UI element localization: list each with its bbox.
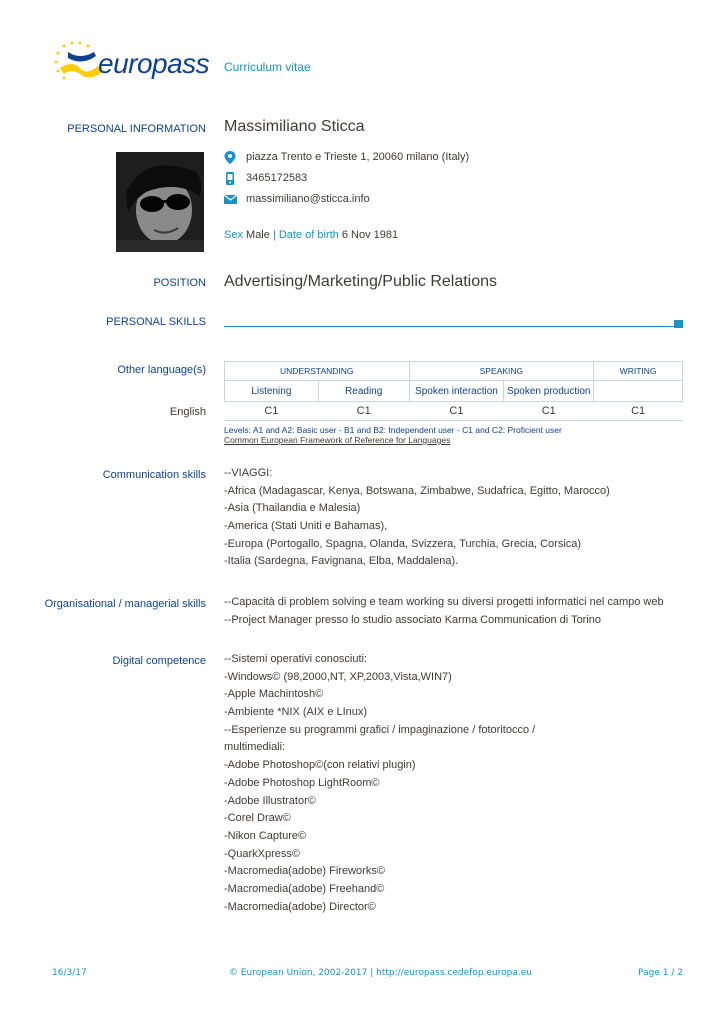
- communication-label: Communication skills: [102, 469, 206, 481]
- phone-text: 3465172583: [246, 172, 308, 184]
- phone-row: [224, 172, 307, 184]
- level-spoken-production: C1: [504, 402, 594, 421]
- list-item: --Project Manager presso lo studio associato Karma Communication di Torino: [224, 613, 602, 626]
- section-label-personal-skills: PERSONAL SKILLS: [106, 316, 206, 328]
- list-item: -America (Stati Uniti e Bahamas),: [224, 520, 388, 533]
- language-table-subheader: [225, 381, 683, 402]
- subheader-spoken-production: Spoken production: [504, 381, 594, 402]
- list-item: -Europa (Portogallo, Spagna, Olanda, Svizzera, Turchia, Grecia, Corsica): [224, 537, 582, 550]
- list-item: -Apple Machintosh©: [224, 688, 324, 701]
- list-item: -Africa (Madagascar, Kenya, Botswana, Zimbabwe, Sudafrica, Egitto, Marocco): [224, 484, 610, 497]
- list-item: -Macromedia(adobe) Fireworks©: [224, 865, 385, 878]
- dob-label: Date of birth: [278, 229, 339, 241]
- mobile-phone-icon: [224, 172, 236, 184]
- person-name: Massimiliano Sticca: [224, 118, 365, 135]
- list-item: --Esperienze su programmi grafici / impaginazione / fotoritocco /: [224, 723, 536, 736]
- list-item: --Capacità di problem solving e team working su diversi progetti informatici nel campo web: [224, 596, 664, 608]
- list-item: -Macromedia(adobe) Director©: [224, 900, 376, 913]
- list-item: --Sistemi operativi conosciuti:: [224, 653, 368, 665]
- footer-page-number: Page 1 / 2: [638, 968, 683, 978]
- list-item: multimediali:: [224, 741, 286, 754]
- list-item: --VIAGGI:: [224, 467, 273, 479]
- separator: |: [272, 229, 276, 241]
- communication-lines: [224, 465, 610, 571]
- header-writing: WRITING: [594, 362, 683, 381]
- section-label-personal-information: PERSONAL INFORMATION: [67, 123, 206, 135]
- table-row: [225, 402, 683, 421]
- profile-photo: [116, 152, 204, 252]
- envelope-icon: [224, 193, 236, 205]
- dob-value: 6 Nov 1981: [341, 229, 399, 241]
- subheader-spoken-interaction: Spoken interaction: [409, 381, 504, 402]
- position-value: Advertising/Marketing/Public Relations: [224, 273, 498, 290]
- list-item: -Italia (Sardegna, Favignana, Elba, Maddalena).: [224, 555, 459, 568]
- logo-wordmark: europass: [98, 48, 210, 79]
- list-item: -QuarkXpress©: [224, 847, 300, 860]
- list-item: -Macromedia(adobe) Freehand©: [224, 882, 385, 895]
- cefr-link[interactable]: Common European Framework of Reference for Languages: [224, 435, 451, 445]
- europass-logo: [50, 38, 220, 92]
- digital-label: Digital competence: [112, 655, 206, 667]
- list-item: -Adobe Illustrator©: [224, 794, 316, 807]
- footer-copyright[interactable]: © European Union, 2002-2017 | http://europass.cedefop.europa.eu: [229, 968, 532, 978]
- digital-lines: [224, 651, 535, 916]
- sex-value: Male: [246, 229, 270, 241]
- language-name: English: [169, 406, 206, 418]
- language-table-header: [225, 362, 683, 381]
- section-divider-marker: [674, 320, 683, 328]
- address-text: piazza Trento e Trieste 1, 20060 milano (Italy): [246, 151, 470, 163]
- list-item: -Adobe Photoshop©(con relativi plugin): [224, 759, 416, 772]
- level-spoken-interaction: C1: [409, 402, 504, 421]
- sex-dob-line: [224, 229, 398, 241]
- organisational-label: Organisational / managerial skills: [44, 598, 206, 610]
- subheader-writing-empty: [594, 381, 683, 402]
- subheader-listening: Listening: [225, 381, 319, 402]
- level-listening: C1: [225, 402, 319, 421]
- sex-label: Sex: [224, 229, 243, 241]
- section-divider: [224, 326, 674, 327]
- level-reading: C1: [318, 402, 409, 421]
- header-understanding: UNDERSTANDING: [225, 362, 410, 381]
- list-item: -Adobe Photoshop LightRoom©: [224, 776, 380, 789]
- level-writing: C1: [594, 402, 683, 421]
- list-item: -Corel Draw©: [224, 812, 291, 825]
- languages-label: Other language(s): [117, 364, 206, 376]
- section-label-position: POSITION: [153, 277, 206, 289]
- location-pin-icon: [224, 151, 236, 163]
- email-row: [224, 193, 370, 205]
- email-link[interactable]: massimiliano@sticca.info: [246, 193, 370, 205]
- language-table: [224, 361, 683, 421]
- address-row: [224, 151, 469, 163]
- list-item: -Nikon Capture©: [224, 829, 307, 842]
- document-title: Curriculum vitae: [224, 60, 311, 74]
- footer-date: 16/3/17: [52, 968, 87, 978]
- list-item: -Windows© (98,2000,NT, XP,2003,Vista,WIN7): [224, 670, 452, 683]
- header-speaking: SPEAKING: [409, 362, 594, 381]
- list-item: -Asia (Thailandia e Malesia): [224, 502, 361, 515]
- list-item: -Ambiente *NIX (AIX e LInux): [224, 706, 368, 719]
- organisational-lines: [224, 594, 664, 629]
- levels-note: Levels: A1 and A2: Basic user - B1 and B2: Independent user - C1 and C2: Proficient user: [224, 425, 562, 435]
- subheader-reading: Reading: [318, 381, 409, 402]
